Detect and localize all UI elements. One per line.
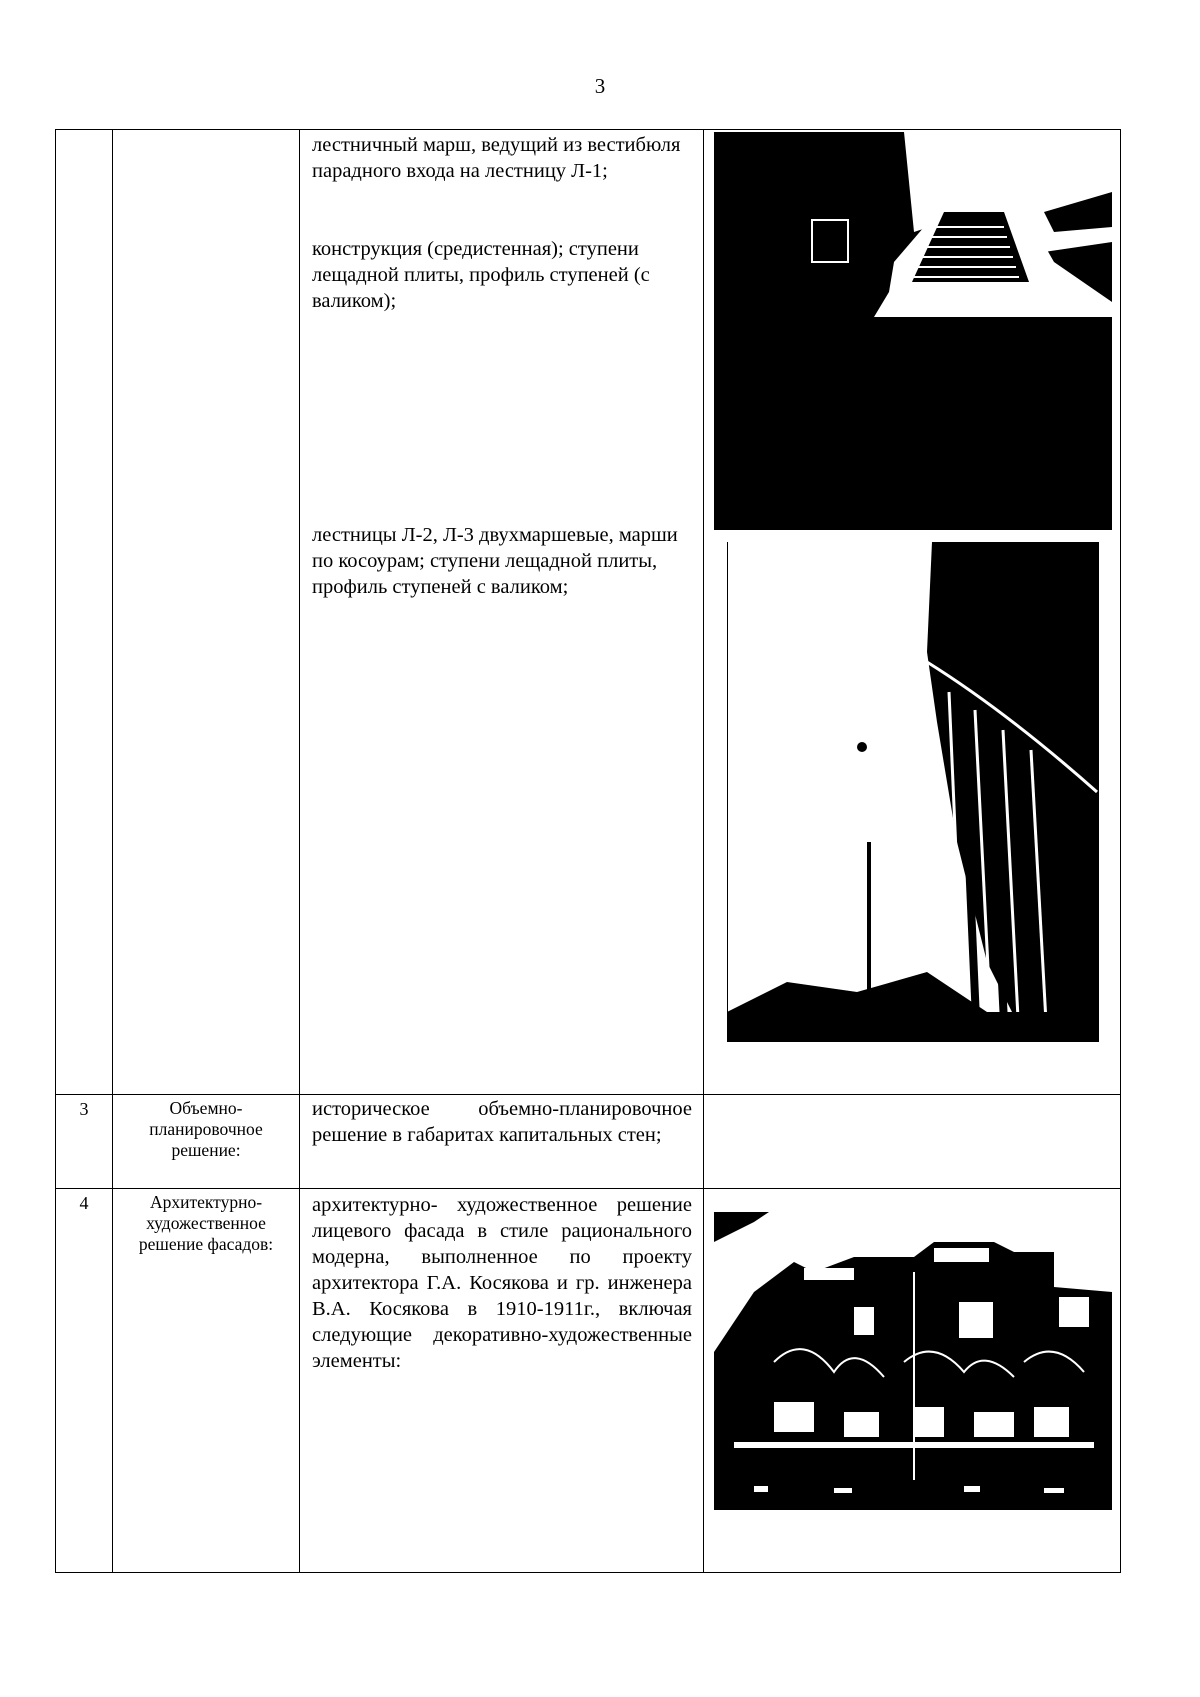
page-number: 3 [594,74,606,98]
photo-building-facade [714,1212,1112,1510]
column-divider [112,130,113,1572]
column-divider [299,130,300,1572]
row-divider [56,1094,1120,1095]
column-divider [703,130,704,1572]
row-divider [56,1188,1120,1189]
stair-description-3: лестницы Л-2, Л-3 двухмаршевые, марши по косоурам; ступени лещадной плиты, профиль ступеней с валиком; [312,524,678,598]
stair-description-2: конструкция (средистенная); ступени лещадной плиты, профиль ступеней (с валиком); [312,238,650,312]
row-number-4: 4 [79,1193,89,1213]
row-description-3: историческое объемно-планировочное решение в габаритах капитальных стен; [312,1098,692,1146]
photo-stair-entrance [714,132,1112,530]
photo-stair-railing [727,542,1099,1042]
row-description-4: архитектурно- художественное решение лицевого фасада в стиле рационального модерна, выполненное по проекту архитектора Г.А. Косякова и гр. инженера В.А. Косякова в 1910-1911г., включая следующие декоративно-художественные элементы: [312,1194,692,1372]
row-number-3: 3 [79,1099,89,1119]
row-name-3: Объемно-планировочное решение: [149,1098,263,1160]
object-table [55,129,1121,1573]
row-name-4: Архитектурно-художественное решение фасадов: [138,1192,274,1254]
stair-description-1: лестничный марш, ведущий из вестибюля парадного входа на лестницу Л-1; [312,134,681,182]
